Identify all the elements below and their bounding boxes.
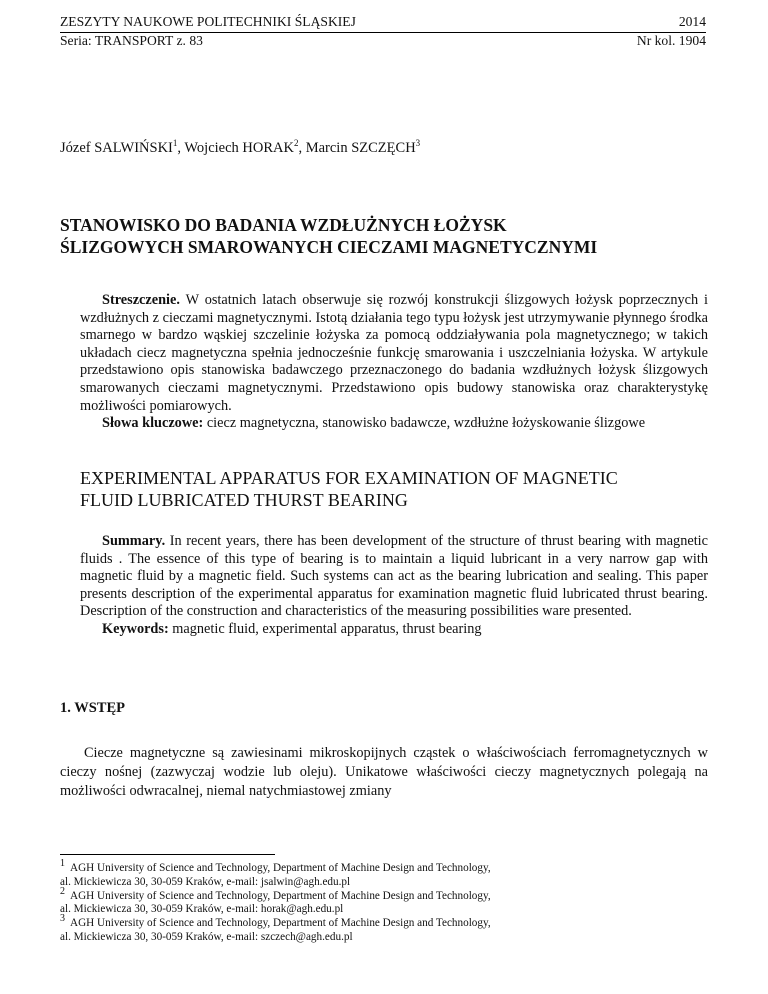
keywords-english [80, 621, 708, 639]
journal-issue: Nr kol. 1904 [636, 33, 706, 48]
abstract-polish-text [80, 292, 708, 415]
keywords-body: magnetic fluid, experimental apparatus, thrust bearing [168, 620, 482, 637]
footnote [60, 885, 708, 918]
title-english [80, 467, 708, 511]
author-separator: , [298, 140, 306, 156]
running-header [60, 12, 706, 50]
author-name: Józef SALWIŃSKI [60, 140, 173, 156]
summary-label: Summary. [102, 533, 166, 549]
author-affiliation-ref: 3 [415, 138, 421, 149]
abstract-body: W ostatnich latach obserwuje się rozwój konstrukcji ślizgowych łożysk poprzecznych i wzdłużnych z cieczami magnetycznymi. Istotą działania tego typu łożysk jest utrzymywanie płynnego środka smarnego w bardzo wąskiej szczelinie łożyska za pomocą oddziaływania pola magnetycznego; w takich układach ciecz magnetyczna spełnia jednocześnie funkcję smarowania i uszczelniania łożyska. W artykule przedstawiono opis stanowiska badawczego przeznaczonego do badania wzdłużnych łożysk ślizgowych smarowanych cieczami magnetycznymi. Przedstawiono opis budowy stanowiska oraz charakterystykę możliwości pomiarowych. [80, 292, 708, 414]
author-name: Marcin SZCZĘCH [305, 140, 416, 156]
footnote-text: al. Mickiewicza 30, 30-059 Kraków, e-mail: jsalwin@agh.edu.pl [60, 875, 351, 888]
author-name: Wojciech HORAK [184, 140, 294, 156]
abstract-english [80, 533, 708, 639]
abstract-english-text [80, 533, 708, 621]
footnote-text: AGH University of Science and Technology, Department of Machine Design and Technology, [70, 917, 491, 930]
footnote-text: AGH University of Science and Technology, Department of Machine Design and Technology, [70, 889, 491, 902]
title-english-line: EXPERIMENTAL APPARATUS FOR EXAMINATION OF MAGNETIC [80, 468, 618, 488]
author-affiliation-ref: 1 [172, 138, 178, 149]
footnote-number: 1 [60, 858, 65, 870]
title-polish [60, 214, 710, 258]
abstract-label: Streszczenie. [102, 292, 180, 308]
author-list [60, 140, 420, 157]
footnote-number: 3 [60, 913, 65, 925]
journal-series: Seria: TRANSPORT z. 83 [60, 33, 203, 48]
header-rule [60, 32, 706, 33]
footnote-rule [60, 854, 275, 855]
footnotes [60, 858, 708, 945]
footnote-text: AGH University of Science and Technology, Department of Machine Design and Technology, [70, 862, 491, 874]
keywords-label: Keywords: [102, 620, 169, 637]
body-text [60, 744, 708, 801]
journal-name: ZESZYTY NAUKOWE POLITECHNIKI ŚLĄSKIEJ [60, 14, 356, 29]
title-english-line: FLUID LUBRICATED THURST BEARING [80, 490, 408, 510]
footnote-number: 2 [60, 885, 65, 897]
footnote [60, 858, 708, 890]
title-polish-line: ŚLIZGOWYCH SMAROWANYCH CIECZAMI MAGNETYCZNYMI [60, 237, 598, 257]
keywords-label: Słowa kluczowe: [102, 415, 204, 432]
author-separator: , [177, 140, 185, 156]
footnote-text: al. Mickiewicza 30, 30-059 Kraków, e-mail: szczech@agh.edu.pl [60, 930, 353, 943]
body-paragraph: Ciecze magnetyczne są zawiesinami mikroskopijnych cząstek o właściwościach ferromagnetycznych w cieczy nośnej (zazwyczaj wodzie lub oleju). Unikatowe właściwości cieczy magnetycznych polegają na możliwości odwracalnej, niemal natychmiastowej zmiany [60, 745, 708, 799]
title-polish-line: STANOWISKO DO BADANIA WZDŁUŻNYCH ŁOŻYSK [60, 215, 507, 235]
abstract-polish [80, 292, 708, 433]
footnote-text: al. Mickiewicza 30, 30-059 Kraków, e-mail: horak@agh.edu.pl [60, 903, 344, 916]
author-affiliation-ref: 2 [293, 138, 299, 149]
journal-year: 2014 [678, 14, 706, 29]
keywords-body: ciecz magnetyczna, stanowisko badawcze, wzdłużne łożyskowanie ślizgowe [203, 415, 646, 432]
footnote [60, 913, 708, 945]
keywords-polish [80, 415, 708, 433]
summary-body: In recent years, there has been development of the structure of thrust bearing with magnetic fluids . The essence of this type of bearing is to maintain a liquid lubricant in a very narrow gap with magnetic fluid by a magnetic field. Such systems can act as the bearing lubrication and sealing. This paper presents description of the experimental apparatus for examination magnetic fluid lubricated thrust bearing. Description of the construction and characteristics of the measuring possibilities ware presented. [80, 533, 708, 620]
section-heading: 1. WSTĘP [60, 700, 126, 716]
